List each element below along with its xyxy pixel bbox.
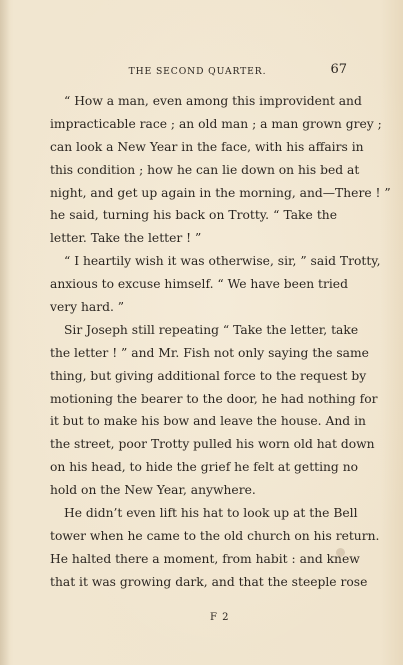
text-line: the street, poor Trotty pulled his worn old hat down <box>50 437 375 452</box>
text-line: that it was growing dark, and that the steeple rose <box>50 574 368 589</box>
text-line: can look a New Year in the face, with his affairs in <box>50 139 364 154</box>
page-number: 67 <box>330 62 347 77</box>
body-text <box>50 90 391 594</box>
running-head <box>50 62 345 82</box>
text-line: tower when he came to the old church on his return. <box>50 528 380 543</box>
text-line: night, and get up again in the morning, and—There ! ” <box>50 185 391 200</box>
text-line: impracticable race ; an old man ; a man grown grey ; <box>50 116 382 131</box>
text-line: anxious to excuse himself. “ We have been tried <box>50 277 348 292</box>
text-line: letter. Take the letter ! ” <box>50 231 202 246</box>
text-line: hold on the New Year, anywhere. <box>50 483 256 498</box>
text-line: on his head, to hide the grief he felt at getting no <box>50 460 359 475</box>
text-line: thing, but giving additional force to the request by <box>50 368 367 383</box>
text-line: “ I heartily wish it was otherwise, sir, ” said Trotty, <box>64 254 381 269</box>
text-line: He halted there a moment, from habit : and knew <box>50 551 360 566</box>
text-line: the letter ! ” and Mr. Fish not only saying the same <box>50 345 369 360</box>
text-line: motioning the bearer to the door, he had nothing for <box>50 391 378 406</box>
spine-shadow <box>0 0 10 665</box>
running-title: THE SECOND QUARTER. <box>128 66 267 77</box>
text-line: “ How a man, even among this improvident and <box>64 94 362 108</box>
text-line: Sir Joseph still repeating “ Take the letter, take <box>64 322 359 337</box>
text-line: this condition ; how he can lie down on his bed at <box>50 162 360 177</box>
text-line: very hard. ” <box>50 300 125 315</box>
text-line: he said, turning his back on Trotty. “ Take the <box>50 208 337 223</box>
text-line: He didn’t even lift his hat to look up at the Bell <box>64 506 358 521</box>
text-line: it but to make his bow and leave the house. And in <box>50 414 366 429</box>
signature-mark: F 2 <box>210 612 230 623</box>
